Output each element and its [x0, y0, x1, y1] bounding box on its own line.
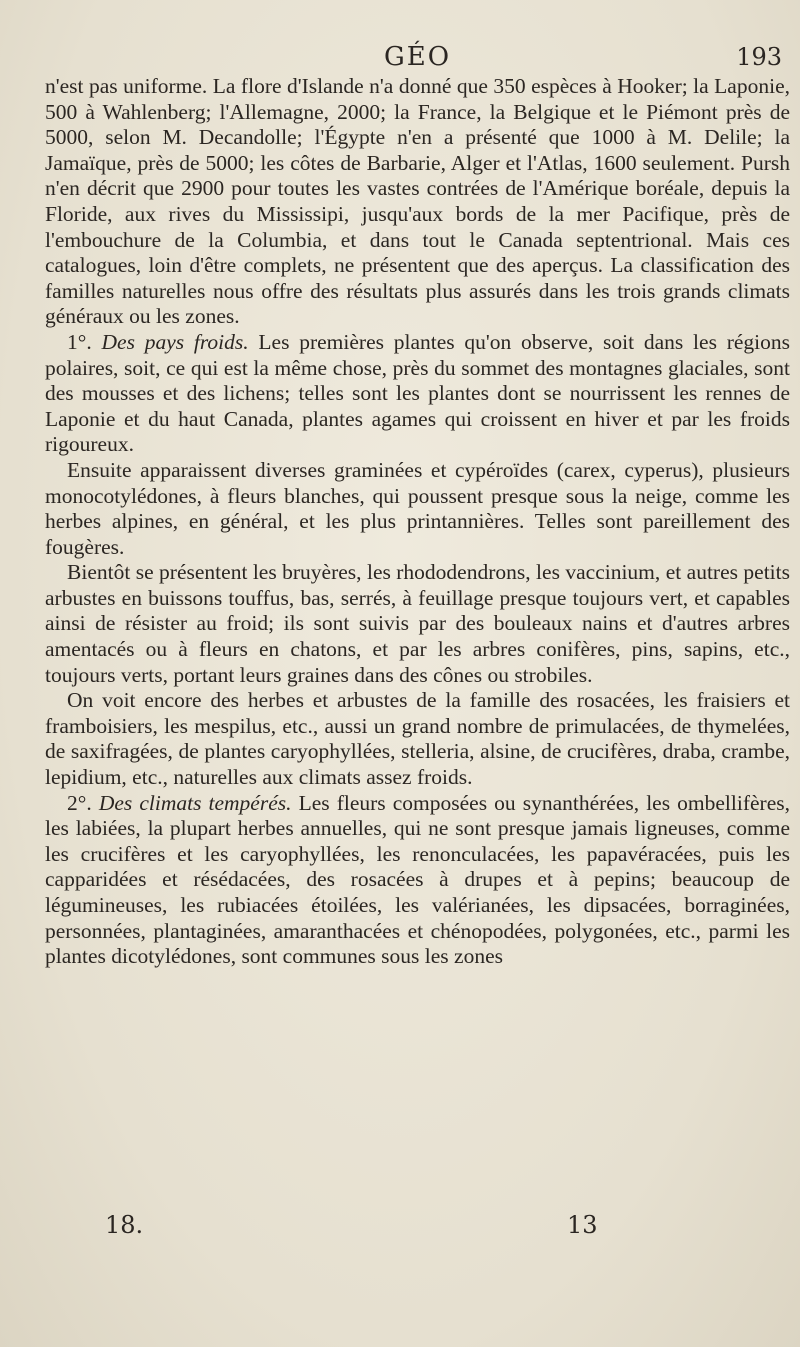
paragraph-flora-counts — [45, 74, 790, 330]
paragraph-grasses — [45, 458, 790, 560]
section-heading: Des climats tempérés. — [98, 790, 292, 815]
paragraph-text: Les fleurs composées ou synanthérées, les ombellifères, les labiées, la plupart herbes annuelles, qui ne sont presque jamais ligneuses, comme les crucifères et les caryophyllées, les renonculacées, les papavéracées, puis les capparidées et résédacées, des rosacées à drupes et à pepins; beaucoup de légumineuses, les rubiacées étoilées, les valérianées, les dipsacées, borraginées, personnées, plantaginées, amaranthacées et chénopodées, polygonées, etc., parmi les plantes dicotylédones, sont communes sous les zones — [45, 790, 790, 969]
signature-mark: 13 — [567, 1211, 598, 1239]
paragraph-heaths — [45, 560, 790, 688]
paragraph-temperate-climates — [45, 791, 790, 970]
page-number: 193 — [736, 43, 782, 71]
section-heading: Des pays froids. — [101, 329, 249, 354]
running-header — [45, 40, 790, 74]
section-number: 1°. — [67, 329, 102, 354]
running-head-title: GÉO — [383, 42, 452, 72]
paragraph-text: On voit encore des herbes et arbustes de la famille des rosacées, les fraisiers et framboisiers, les mespilus, etc., aussi un grand nombre de primulacées, de thymelées, de saxifragées, de plantes caryophyllées, stelleria, alsine, de crucifères, draba, crambe, lepidium, etc., naturelles aux climats assez froids. — [45, 688, 790, 790]
page-footer — [45, 1208, 790, 1242]
page-body — [45, 74, 790, 970]
paragraph-text: n'est pas uniforme. La flore d'Islande n'a donné que 350 espèces à Hooker; la Laponie, 500 à Wahlenberg; l'Allemagne, 2000; la France, la Belgique et le Piémont près de 5000, selon M. Decandolle; l'Égypte n'en a présenté que 1000 à M. Delile; la Jamaïque, près de 5000; les côtes de Barbarie, Alger et l'Atlas, 1600 seulement. Pursh n'en décrit que 2900 pour toutes les vastes contrées de l'Amérique boréale, depuis la Floride, aux rives du Mississipi, jusqu'aux bords de la mer Pacifique, près de l'embouchure de la Columbia, et dans tout le Canada septentrional. Mais ces catalogues, loin d'être complets, ne présentent que des aperçus. La classification des familles naturelles nous offre des résultats plus assurés dans les trois grands climats généraux ou les zones. — [45, 74, 790, 329]
paragraph-cold-countries — [45, 330, 790, 458]
signature-number: 18. — [105, 1211, 144, 1239]
section-number: 2°. — [67, 790, 99, 815]
paragraph-text: Ensuite apparaissent diverses graminées et cypéroïdes (carex, cyperus), plusieurs monocotylédones, à fleurs blanches, qui poussent presque sous la neige, comme les herbes alpines, en général, et les plus printannières. Telles sont pareillement des fougères. — [45, 457, 790, 559]
paragraph-rosaceae — [45, 688, 790, 790]
paragraph-text: Bientôt se présentent les bruyères, les rhododendrons, les vaccinium, et autres petits arbustes en buissons touffus, bas, serrés, à feuillage presque toujours vert, et capables ainsi de résister au froid; ils sont suivis par des bouleaux nains et d'autres arbres amentacés ou à fleurs en chatons, et par les arbres conifères, pins, sapins, etc., toujours verts, portant leurs graines dans des cônes ou strobiles. — [45, 560, 790, 687]
paragraph-text: Les premières plantes qu'on observe, soit dans les régions polaires, soit, ce qui est la même chose, près du sommet des montagnes glaciales, sont des mousses et des lichens; telles sont les plantes dont se nourrissent les rennes de Laponie et du haut Canada, plantes agames qui croissent en hiver et par les froids rigoureux. — [45, 329, 790, 457]
